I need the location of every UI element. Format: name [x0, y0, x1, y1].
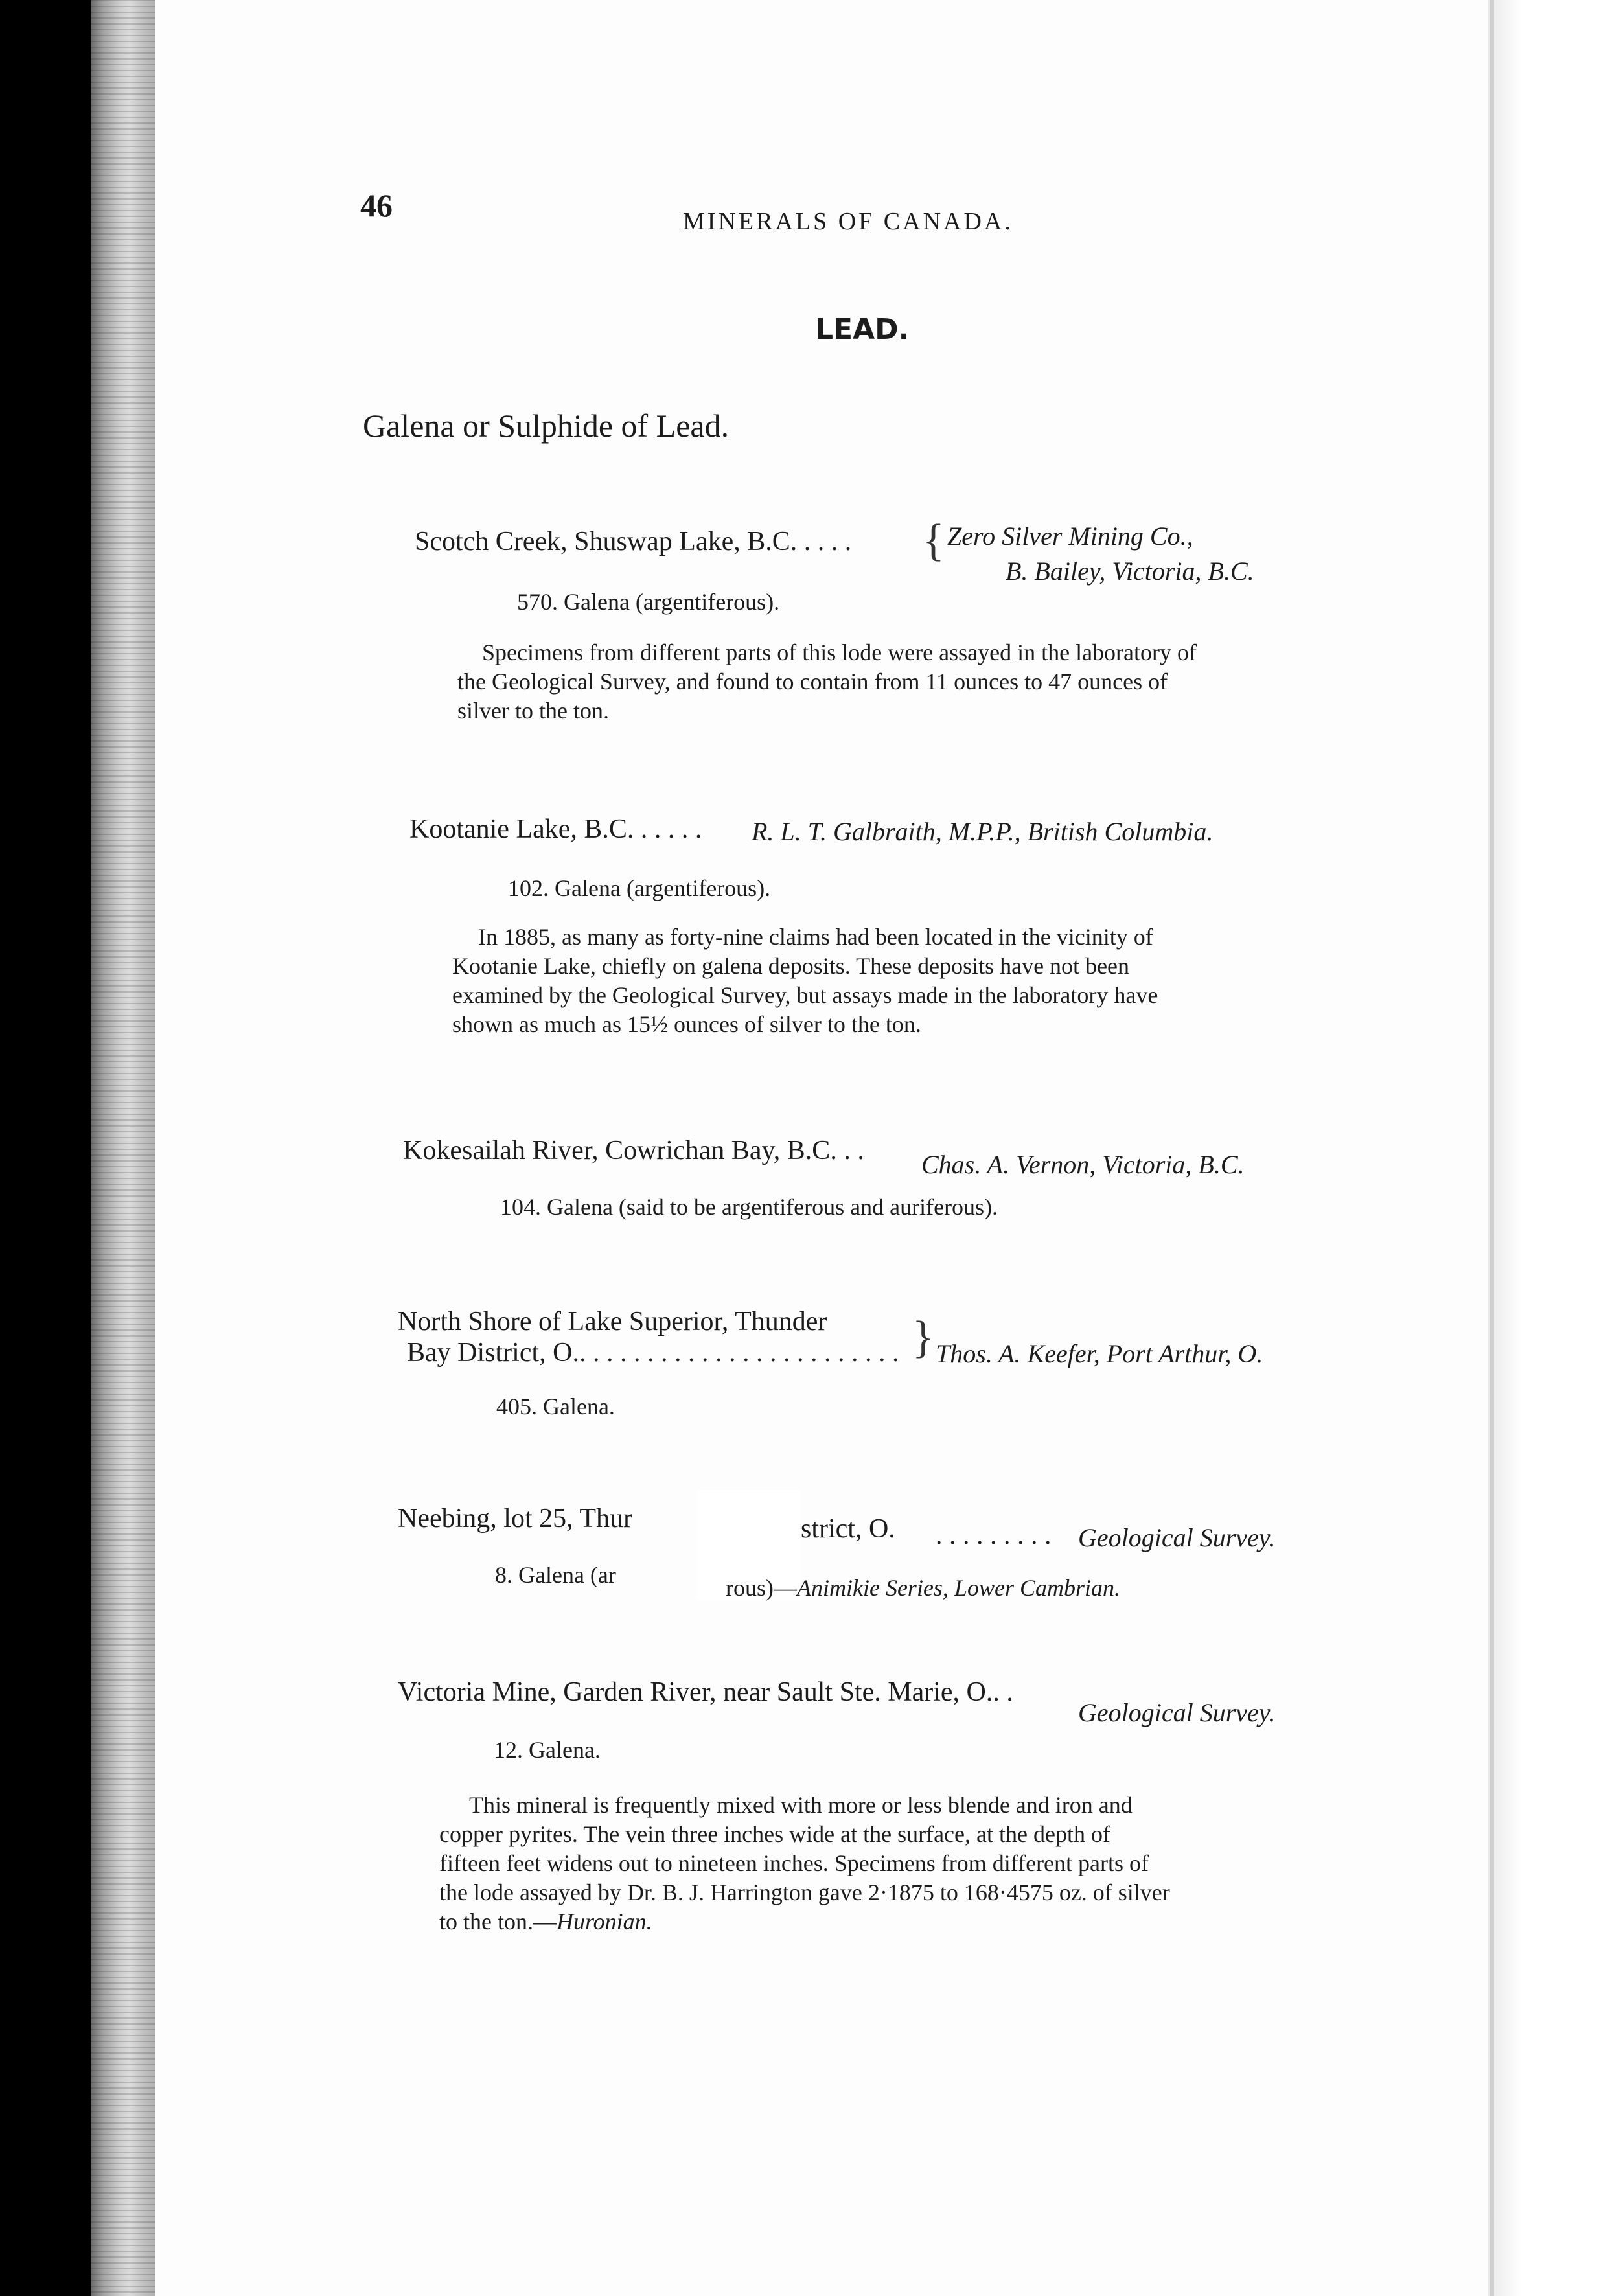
- paragraph-line: fifteen feet widens out to nineteen inches. Specimens from different parts of: [439, 1850, 1149, 1876]
- specimen-text: rous)—: [726, 1575, 797, 1601]
- facing-page-edge: [1488, 0, 1599, 2296]
- entry-location: North Shore of Lake Superior, Thunder: [398, 1307, 827, 1337]
- leader-dots: . . .: [830, 1136, 864, 1165]
- location-text: Scotch Creek, Shuswap Lake, B.C.: [415, 527, 798, 557]
- paragraph-line: In 1885, as many as forty-nine claims had been located in the vicinity of: [478, 924, 1153, 950]
- leader-dots: . . . . . . . . . . . . . . . . . . . . . . . .: [579, 1338, 899, 1368]
- page-gutter-line: [1490, 0, 1494, 2296]
- running-title: MINERALS OF CANADA.: [683, 208, 1013, 235]
- entry-location: [398, 1677, 1013, 1708]
- location-text: Kootanie Lake, B.C: [409, 814, 627, 844]
- paragraph-line: the lode assayed by Dr. B. J. Harrington gave 2·1875 to 168·4575 oz. of silver: [439, 1879, 1170, 1905]
- leader-dots: . . . . . . . . .: [936, 1521, 1052, 1550]
- paragraph-line: shown as much as 15½ ounces of silver to the ton.: [452, 1011, 921, 1037]
- entry-location: [403, 1135, 864, 1166]
- collector-line: Geological Survey.: [1078, 1698, 1276, 1727]
- paragraph-text: to the ton.—: [439, 1909, 557, 1934]
- specimen-text-italic: Animikie Series, Lower Cambrian.: [797, 1575, 1120, 1601]
- collector-line: Geological Survey.: [1078, 1523, 1276, 1552]
- section-title: LEAD.: [815, 313, 910, 346]
- paragraph-line: This mineral is frequently mixed with more or less blende and iron and: [469, 1792, 1133, 1818]
- specimen-line: 104. Galena (said to be argentiferous and auriferous).: [500, 1194, 998, 1220]
- specimen-line: 8. Galena (ar: [495, 1562, 616, 1588]
- location-text: Bay District, O.: [407, 1338, 579, 1368]
- specimen-line: 12. Galena.: [494, 1737, 601, 1763]
- paragraph-text-italic: Huronian.: [556, 1909, 652, 1934]
- specimen-line: [726, 1574, 1120, 1601]
- collector-line: Thos. A. Keefer, Port Arthur, O.: [936, 1339, 1263, 1368]
- paragraph-line: the Geological Survey, and found to contain from 11 ounces to 47 ounces of: [457, 669, 1168, 695]
- paragraph-line: examined by the Geological Survey, but assays made in the laboratory have: [452, 982, 1158, 1008]
- specimen-line: 102. Galena (argentiferous).: [508, 875, 771, 901]
- collector-line: R. L. T. Galbraith, M.P.P., British Columbia.: [752, 817, 1214, 846]
- entry-location: [415, 526, 851, 557]
- leader-dots: . . . . . .: [627, 814, 702, 844]
- book-spine-edge: [91, 0, 155, 2296]
- entry-location: Neebing, lot 25, Thur: [398, 1504, 633, 1533]
- entry-location: strict, O.: [801, 1514, 895, 1544]
- leader-dots: . .: [993, 1677, 1013, 1707]
- paragraph-line: silver to the ton.: [457, 698, 609, 724]
- entry-paragraph: [439, 1791, 1315, 1936]
- paragraph-line: copper pyrites. The vein three inches wide at the surface, at the depth of: [439, 1821, 1110, 1847]
- entry-location: [407, 1337, 899, 1368]
- location-text: Kokesailah River, Cowrichan Bay, B.C: [403, 1136, 831, 1165]
- section-subtitle: Galena or Sulphide of Lead.: [363, 408, 730, 444]
- paragraph-line: [439, 1907, 1315, 1936]
- specimen-line: 570. Galena (argentiferous).: [517, 589, 780, 615]
- collector-line: Chas. A. Vernon, Victoria, B.C.: [921, 1150, 1245, 1179]
- paragraph-line: Kootanie Lake, chiefly on galena deposits. These deposits have not been: [452, 953, 1130, 979]
- brace-glyph: {: [923, 516, 945, 566]
- entry-location: [409, 814, 702, 845]
- leader-dots: . . . .: [797, 527, 852, 557]
- entry-paragraph: [452, 923, 1333, 1039]
- page-number: 46: [360, 187, 393, 224]
- specimen-line: 405. Galena.: [496, 1394, 615, 1419]
- paragraph-line: Specimens from different parts of this lode were assayed in the laboratory of: [482, 639, 1197, 665]
- location-text: Victoria Mine, Garden River, near Sault Ste. Marie, O.: [398, 1677, 993, 1707]
- entry-paragraph: [457, 638, 1340, 726]
- collector-line: B. Bailey, Victoria, B.C.: [1006, 557, 1254, 586]
- brace-glyph: }: [912, 1313, 934, 1362]
- collector-line: Zero Silver Mining Co.,: [947, 522, 1193, 551]
